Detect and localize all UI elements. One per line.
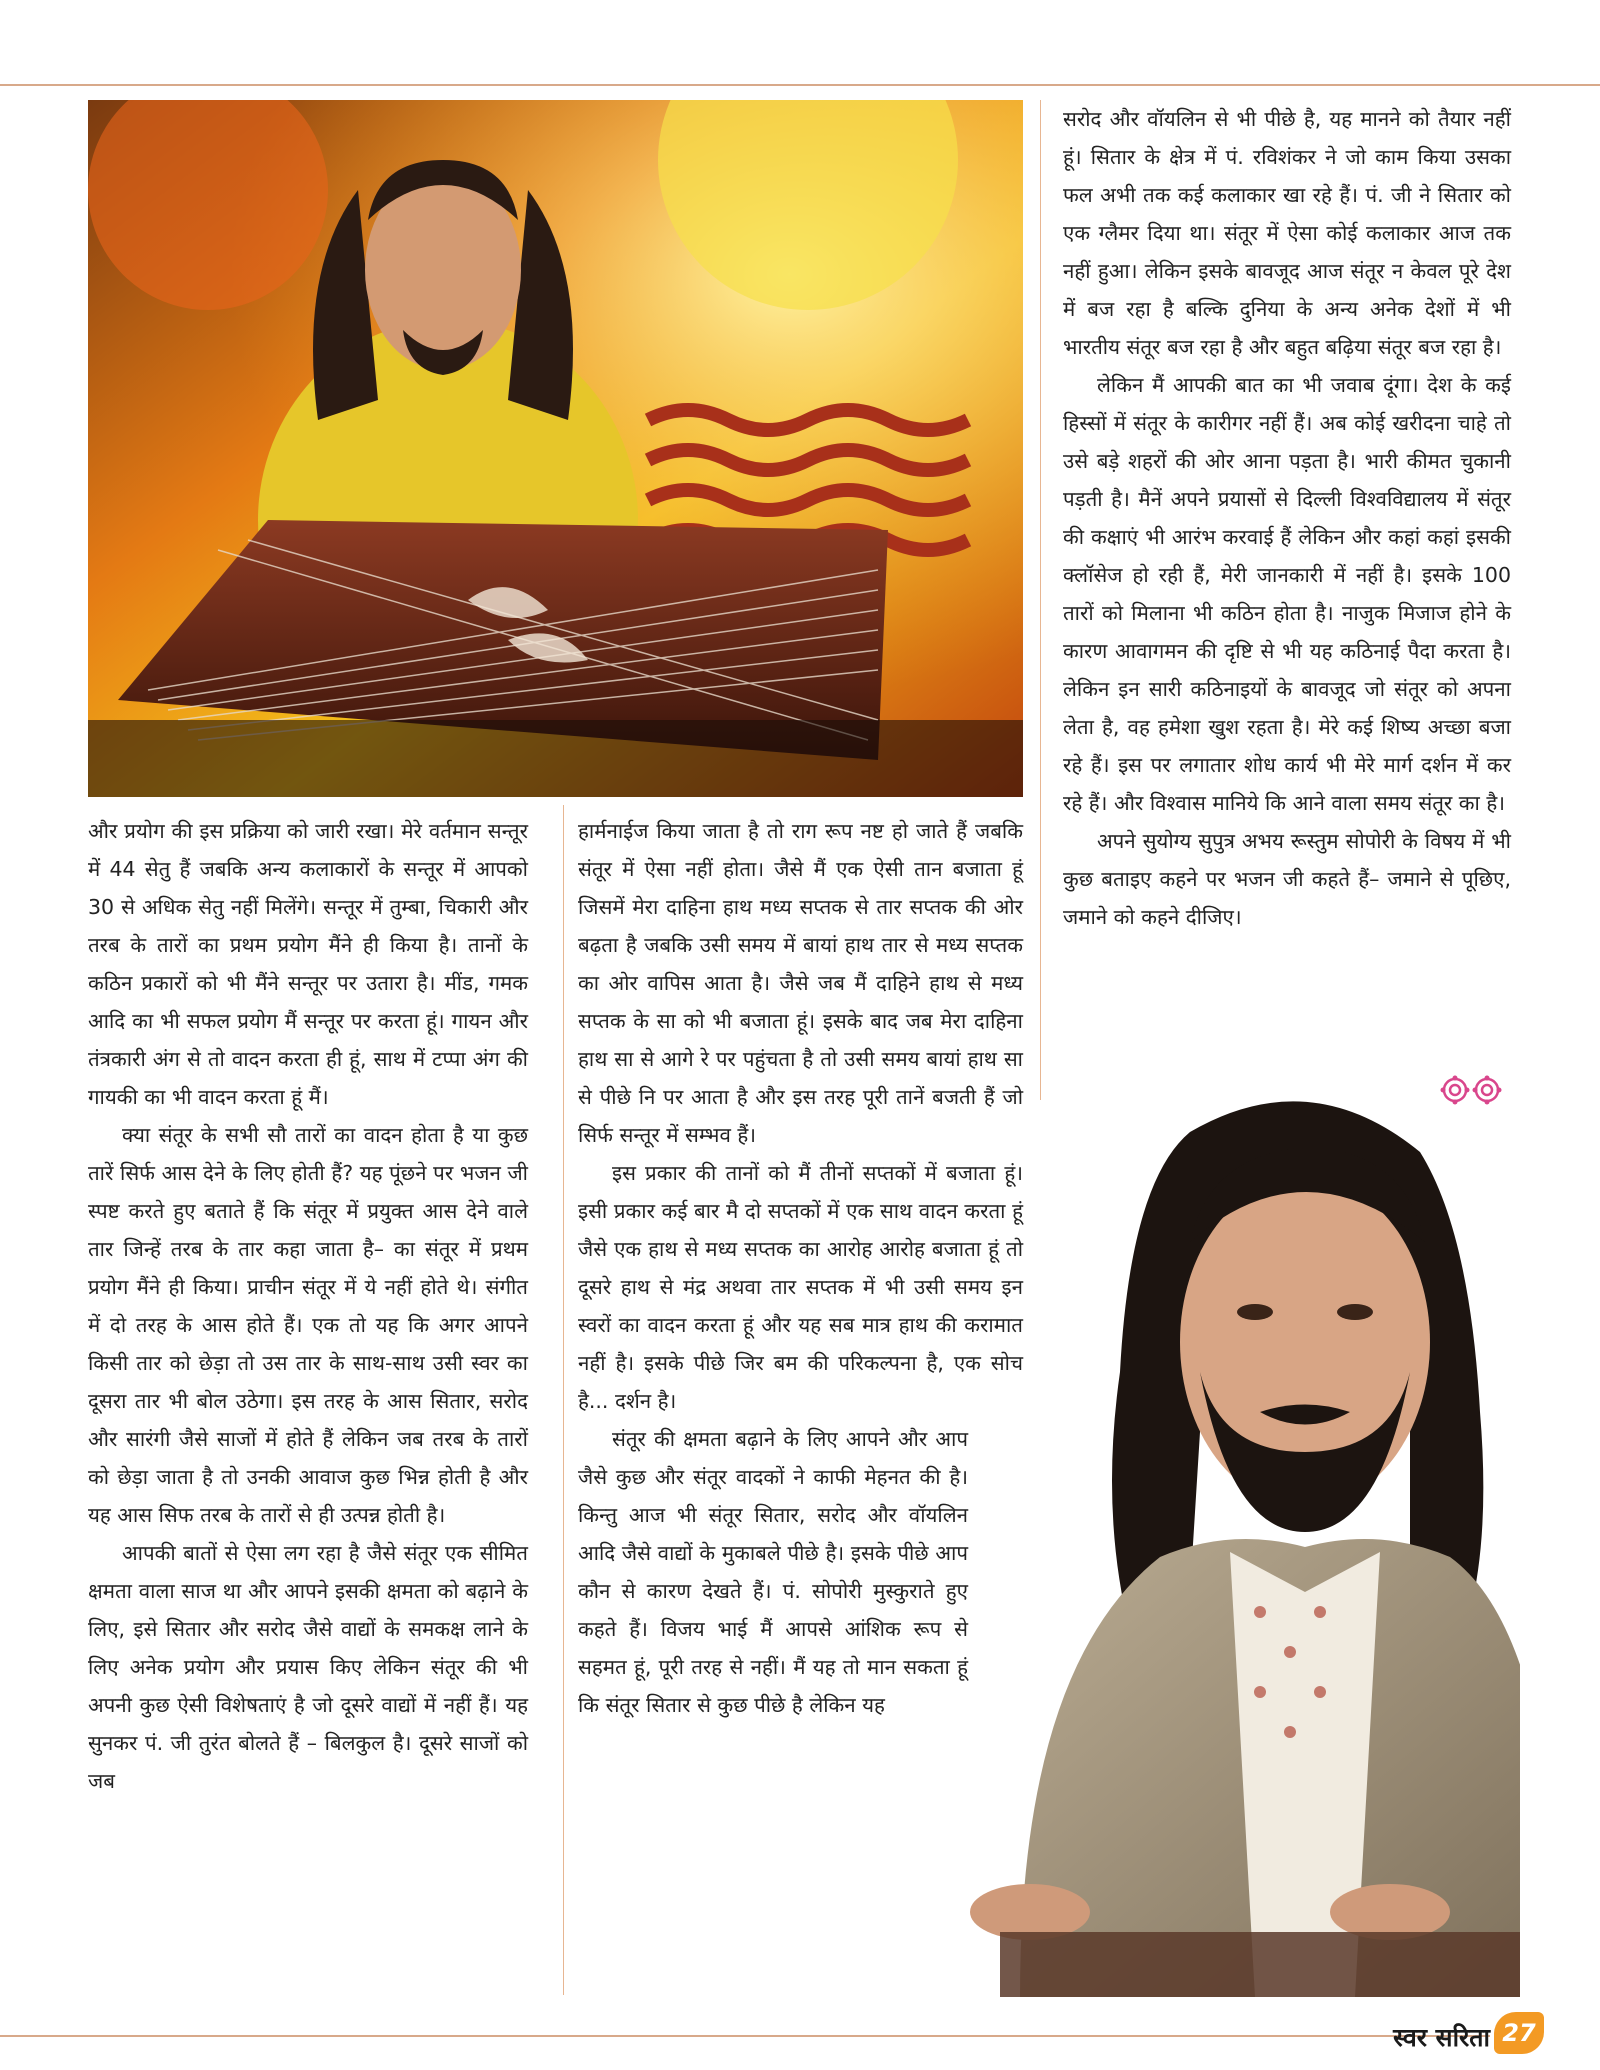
header-rule [0,84,1600,86]
column-divider [1040,100,1041,1100]
santoor-performance-photo [88,100,1023,797]
portrait-photo [960,1092,1520,1997]
column-divider [563,805,564,1995]
article-column-2 [578,812,1023,1724]
paragraph: सरोद और वॉयलिन से भी पीछे है, यह मानने को तैयार नहीं हूं। सितार के क्षेत्र में पं. रविशंकर ने जो काम किया उसका फल अभी तक कई कलाकार खा रहे हैं। पं. जी ने सितार को एक ग्लैमर दिया था। संतूर में ऐसा कोई कलाकार आज तक नहीं हुआ। लेकिन इसके बावजूद आज संतूर न केवल पूरे देश में बज रहा है बल्कि दुनिया के अन्य अनेक देशों में भी भारतीय संतूर बज रहा है और बहुत बढ़िया संतूर बज रहा है। [1063,107,1511,359]
magazine-name: स्वर सरिता [1393,2023,1490,2052]
footer-rule [0,2035,1490,2037]
paragraph: संतूर की क्षमता बढ़ाने के लिए आपने और आप जैसे कुछ और संतूर वादकों ने काफी मेहनत की है। किन्तु आज भी संतूर सितार, सरोद और वॉयलिन आदि जैसे वाद्यों के मुकाबले पीछे है। इसके पीछे आप कौन से कारण देखते हैं। पं. सोपोरी मुस्कुराते हुए कहते हैं। विजय भाई मैं आपसे आंशिक रूप से सहमत हूं, पूरी तरह से नहीं। मैं यह तो मान सकता हूं कि संतूर सितार से कुछ पीछे है लेकिन यह [578,1427,968,1717]
page-number: 27 [1494,2012,1544,2054]
paragraph: लेकिन मैं आपकी बात का भी जवाब दूंगा। देश के कई हिस्सों में संतूर के कारीगर नहीं हैं। अब कोई खरीदना चाहे तो उसे बड़े शहरों की ओर आना पड़ता है। भारी कीमत चुकानी पड़ती है। मैनें अपने प्रयासों से दिल्ली विश्वविद्यालय में संतूर की कक्षाएं भी आरंभ करवाई हैं लेकिन और कहां कहां इसकी क्लॉसेज हो रही हैं, मेरी जानकारी में नहीं है। इसके 100 तारों को मिलाना भी कठिन होता है। नाजुक मिजाज होने के कारण आवागमन की दृष्टि से भी यह कठिनाई पैदा करता है। लेकिन इन सारी कठिनाइयों के बावजूद जो संतूर को अपना लेता है, वह हमेशा खुश रहता है। मेरे कई शिष्य अच्छा बजा रहे हैं। इस पर लगातार शोध कार्य भी मेरे मार्ग दर्शन में कर रहे हैं। और विश्वास मानिये कि आने वाला समय संतूर का है। [1063,373,1511,815]
paragraph: इस प्रकार की तानों को मैं तीनों सप्तकों में बजाता हूं। इसी प्रकार कई बार मै दो सप्तकों में एक साथ वादन करता हूं जैसे एक हाथ से मध्य सप्तक का आरोह आरोह बजाता हूं तो दूसरे हाथ से मंद्र अथवा तार सप्तक में भी उसी समय इन स्वरों का वादन करता हूं और यह सब मात्र हाथ की करामात नहीं है। इसके पीछे जिर बम की परिकल्पना है, एक सोच है... दर्शन है। [578,1161,1023,1413]
paragraph: और प्रयोग की इस प्रक्रिया को जारी रखा। मेरे वर्तमान सन्तूर में 44 सेतु हैं जबकि अन्य कलाकारों के सन्तूर में आपको 30 से अधिक सेतु नहीं मिलेंगे। सन्तूर में तुम्बा, चिकारी और तरब के तारों का प्रथम प्रयोग मैंने ही किया है। तानों के कठिन प्रकारों को भी मैंने सन्तूर पर उतारा है। मींड, गमक आदि का भी सफल प्रयोग मैं सन्तूर पर करता हूं। गायन और तंत्रकारी अंग से तो वादन करता ही हूं, साथ में टप्पा अंग की गायकी का भी वादन करता हूं मैं। [88,819,528,1109]
article-column-3 [1063,100,1511,936]
paragraph: क्या संतूर के सभी सौ तारों का वादन होता है या कुछ तारें सिर्फ आस देने के लिए होती हैं? यह पूंछने पर भजन जी स्पष्ट करते हुए बताते हैं कि संतूर में प्रयुक्त आस देने वाले तार जिन्हें तरब के तार कहा जाता है– का संतूर में प्रथम प्रयोग मैंने ही किया। प्राचीन संतूर में ये नहीं होते थे। संगीत में दो तरह के आस होते हैं। एक तो यह कि अगर आपने किसी तार को छेड़ा तो उस तार के साथ-साथ उसी स्वर का दूसरा तार भी बोल उठेगा। इस तरह के आस सितार, सरोद और सारंगी जैसे साजों में होते हैं लेकिन जब तरब के तारों को छेड़ा जाता है तो उनकी आवाज कुछ भिन्न होती है और यह आस सिफ तरब के तारों से ही उत्पन्न होती है। [88,1123,528,1527]
article-column-1 [88,812,528,1800]
paragraph: अपने सुयोग्य सुपुत्र अभय रूस्तुम सोपोरी के विषय में भी कुछ बताइए कहने पर भजन जी कहते हैं– जमाने से पूछिए, जमाने को कहने दीजिए। [1063,829,1511,929]
paragraph: आपकी बातों से ऐसा लग रहा है जैसे संतूर एक सीमित क्षमता वाला साज था और आपने इसकी क्षमता को बढ़ाने के लिए, इसे सितार और सरोद जैसे वाद्यों के समकक्ष लाने के लिए अनेक प्रयोग और प्रयास किए लेकिन संतूर की भी अपनी कुछ ऐसी विशेषताएं है जो दूसरे वाद्यों में नहीं हैं। यह सुनकर पं. जी तुरंत बोलते हैं – बिलकुल है। दूसरे साजों को जब [88,1541,528,1793]
paragraph: हार्मनाईज किया जाता है तो राग रूप नष्ट हो जाते हैं जबकि संतूर में ऐसा नहीं होता। जैसे मैं एक ऐसी तान बजाता हूं जिसमें मेरा दाहिना हाथ मध्य सप्तक से तार सप्तक की ओर बढ़ता है जबकि उसी समय में बायां हाथ तार से मध्य सप्तक का ओर वापिस आता है। जैसे जब मैं दाहिने हाथ से मध्य सप्तक के सा को भी बजाता हूं। इसके बाद जब मेरा दाहिना हाथ सा से आगे रे पर पहुंचता है तो उसी समय बायां हाथ सा से पीछे नि पर आता है और इस तरह पूरी तानें बजती हैं जो सिर्फ सन्तूर में सम्भव हैं। [578,819,1023,1147]
